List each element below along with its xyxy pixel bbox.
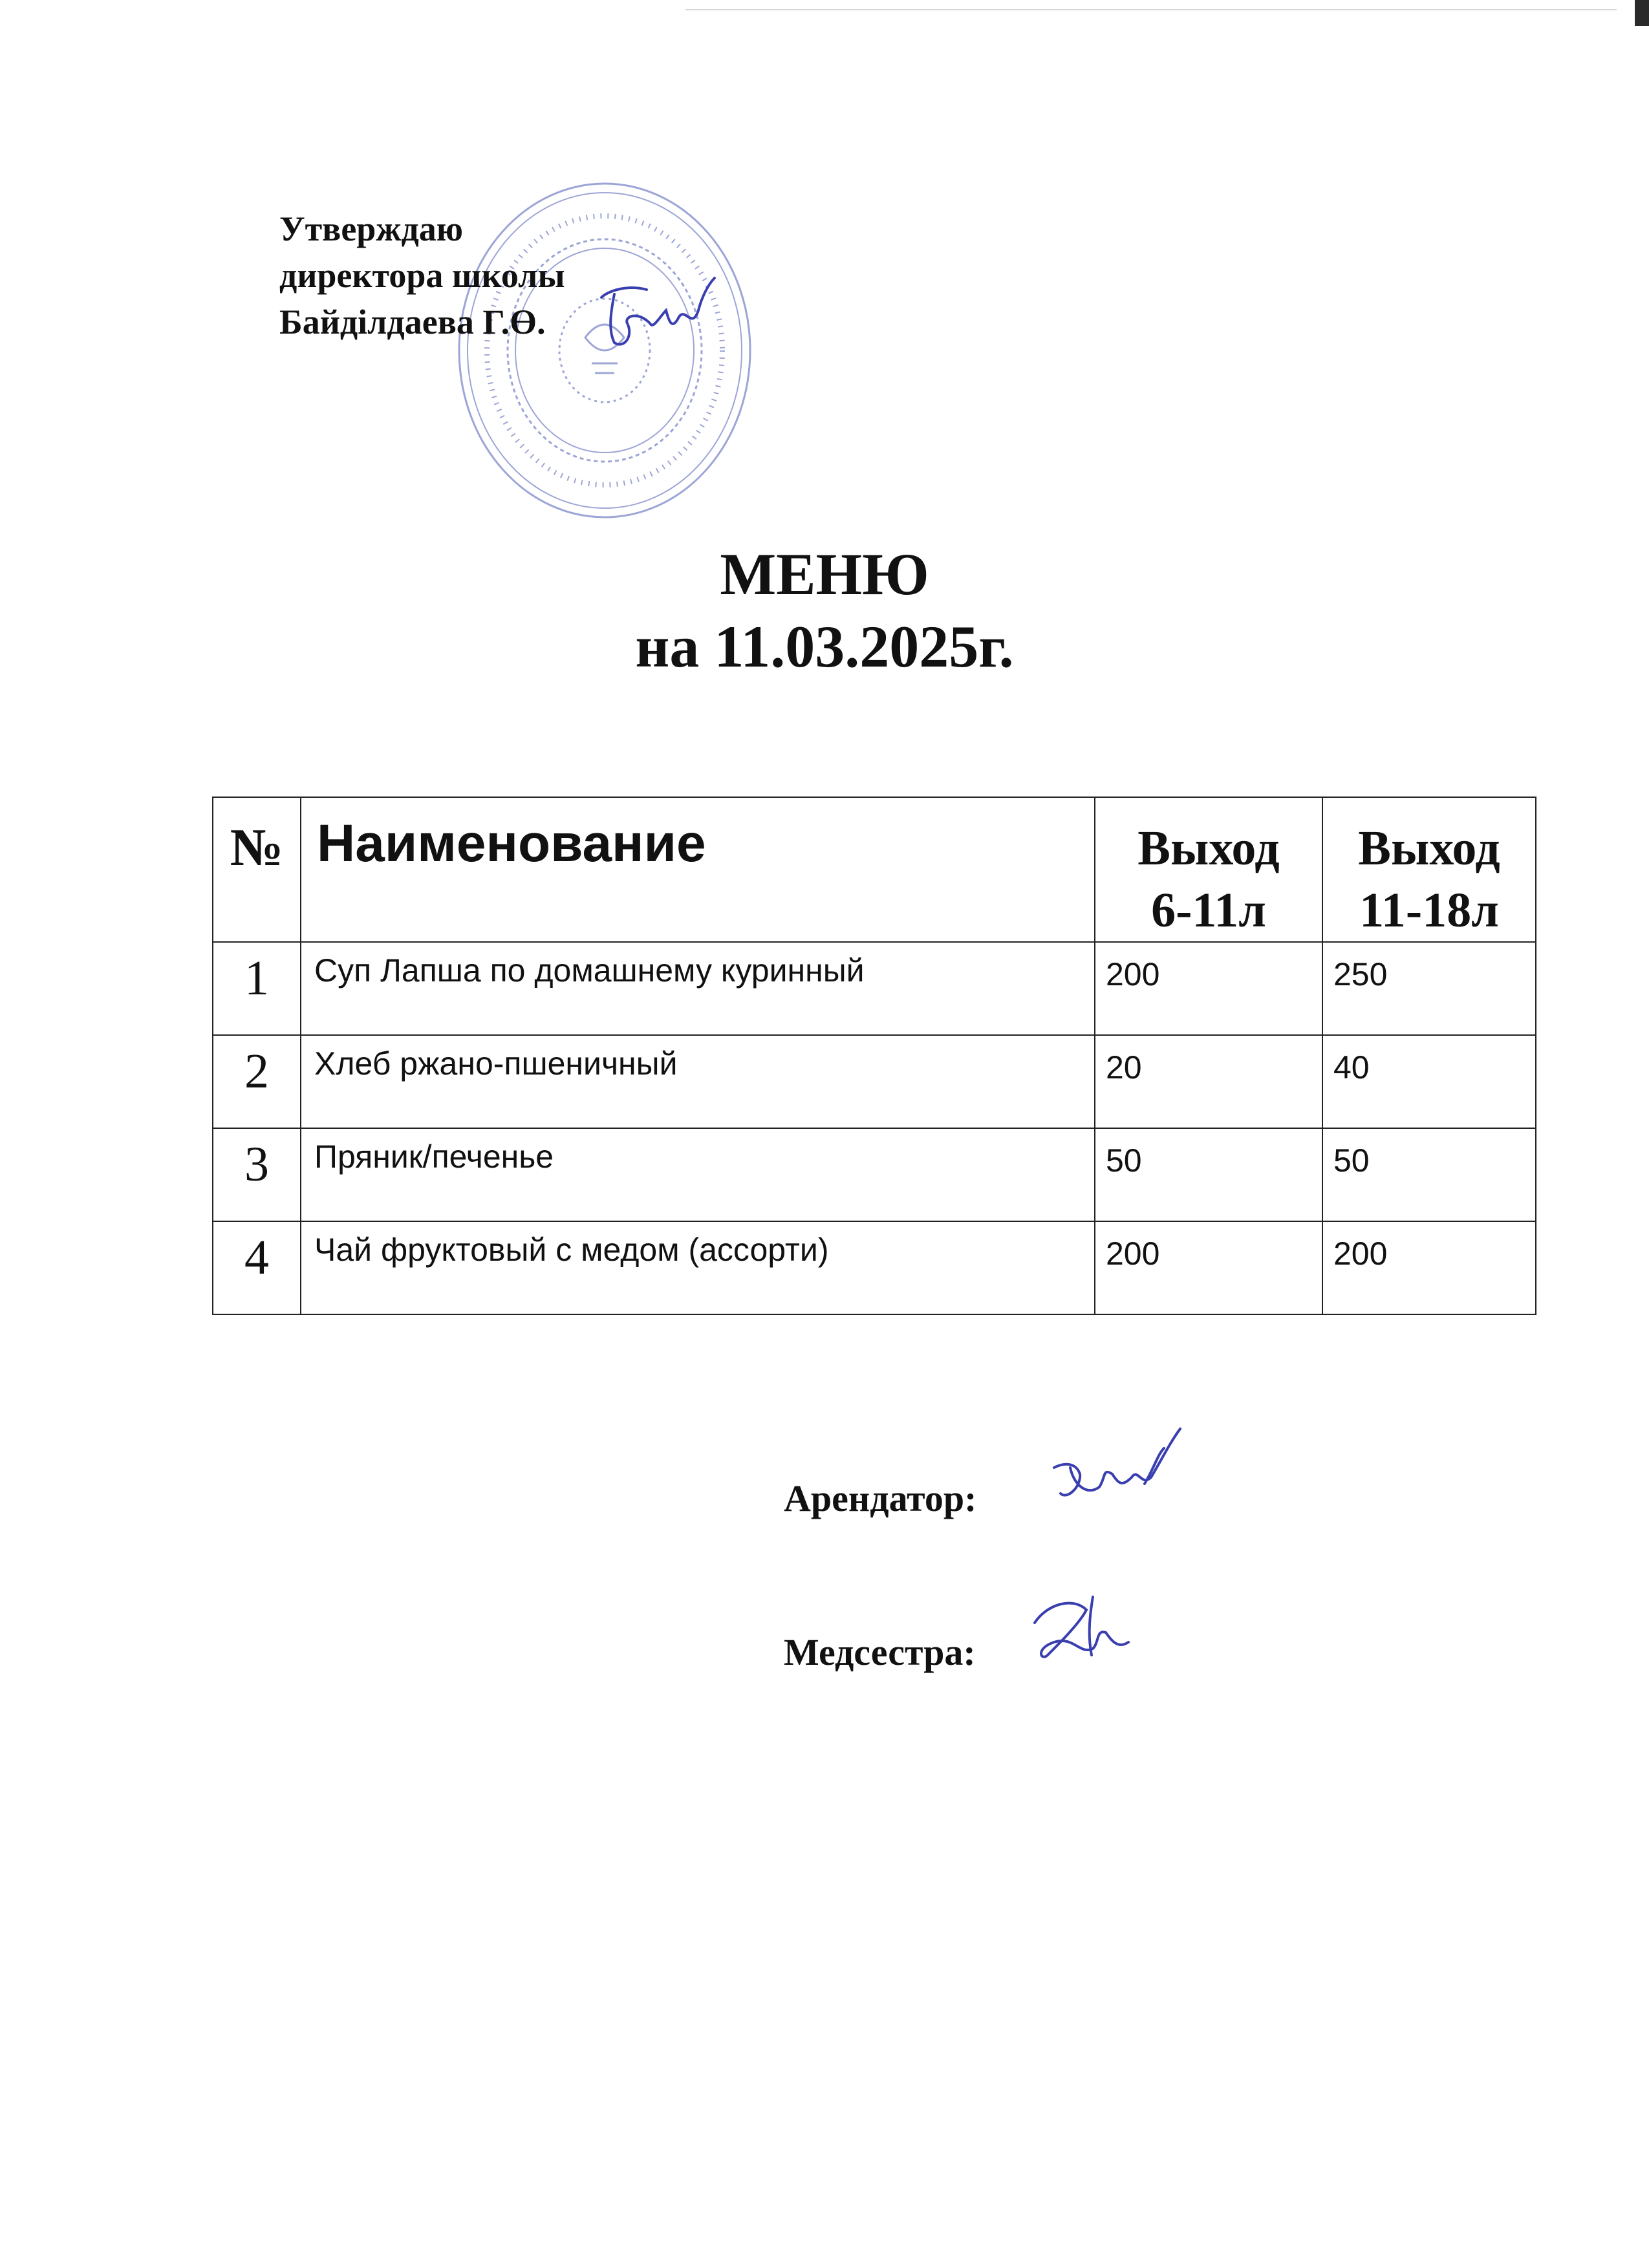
table-row bbox=[213, 1128, 1536, 1221]
document-title-block bbox=[0, 538, 1649, 683]
row-number: 3 bbox=[213, 1128, 301, 1221]
row-number: 2 bbox=[213, 1035, 301, 1128]
document-title: МЕНЮ bbox=[720, 541, 929, 607]
table-row bbox=[213, 1221, 1536, 1314]
row-output-6-11: 20 bbox=[1095, 1035, 1322, 1128]
table-row bbox=[213, 1035, 1536, 1128]
nurse-signature bbox=[1015, 1584, 1145, 1681]
header-output-6-11-age: 6-11л bbox=[1151, 883, 1266, 937]
row-dish-name: Суп Лапша по домашнему куринный bbox=[301, 942, 1095, 1035]
approval-line-name: Байділдаева Г.Ө. bbox=[279, 303, 546, 341]
header-output-11-18-age: 11-18л bbox=[1359, 883, 1499, 937]
row-output-11-18: 40 bbox=[1322, 1035, 1536, 1128]
director-signature bbox=[588, 272, 724, 362]
table-row bbox=[213, 942, 1536, 1035]
approval-line-approve: Утверждаю bbox=[279, 209, 464, 248]
header-name: Наименование bbox=[301, 797, 1095, 942]
header-number: № bbox=[213, 797, 301, 942]
row-output-6-11: 200 bbox=[1095, 942, 1322, 1035]
scan-corner-mark bbox=[1635, 0, 1649, 26]
approval-block bbox=[279, 206, 565, 345]
document-date: на 11.03.2025г. bbox=[635, 614, 1014, 679]
row-output-11-18: 250 bbox=[1322, 942, 1536, 1035]
nurse-label: Медсестра: bbox=[784, 1631, 976, 1673]
row-number: 1 bbox=[213, 942, 301, 1035]
tenant-label: Арендатор: bbox=[784, 1477, 977, 1519]
header-output-6-11-label: Выход bbox=[1137, 821, 1280, 875]
header-output-11-18 bbox=[1322, 797, 1536, 942]
approval-line-position: директора школы bbox=[279, 256, 565, 295]
row-dish-name: Чай фруктовый с медом (ассорти) bbox=[301, 1221, 1095, 1314]
menu-table bbox=[212, 797, 1536, 1315]
row-dish-name: Хлеб ржано-пшеничный bbox=[301, 1035, 1095, 1128]
row-output-6-11: 200 bbox=[1095, 1221, 1322, 1314]
row-number: 4 bbox=[213, 1221, 301, 1314]
header-output-6-11 bbox=[1095, 797, 1322, 942]
row-output-11-18: 50 bbox=[1322, 1128, 1536, 1221]
row-output-11-18: 200 bbox=[1322, 1221, 1536, 1314]
row-dish-name: Пряник/печенье bbox=[301, 1128, 1095, 1221]
scan-edge-line bbox=[685, 9, 1617, 10]
header-output-11-18-label: Выход bbox=[1358, 821, 1500, 875]
row-output-6-11: 50 bbox=[1095, 1128, 1322, 1221]
table-header-row bbox=[213, 797, 1536, 942]
tenant-signature bbox=[1041, 1422, 1190, 1526]
